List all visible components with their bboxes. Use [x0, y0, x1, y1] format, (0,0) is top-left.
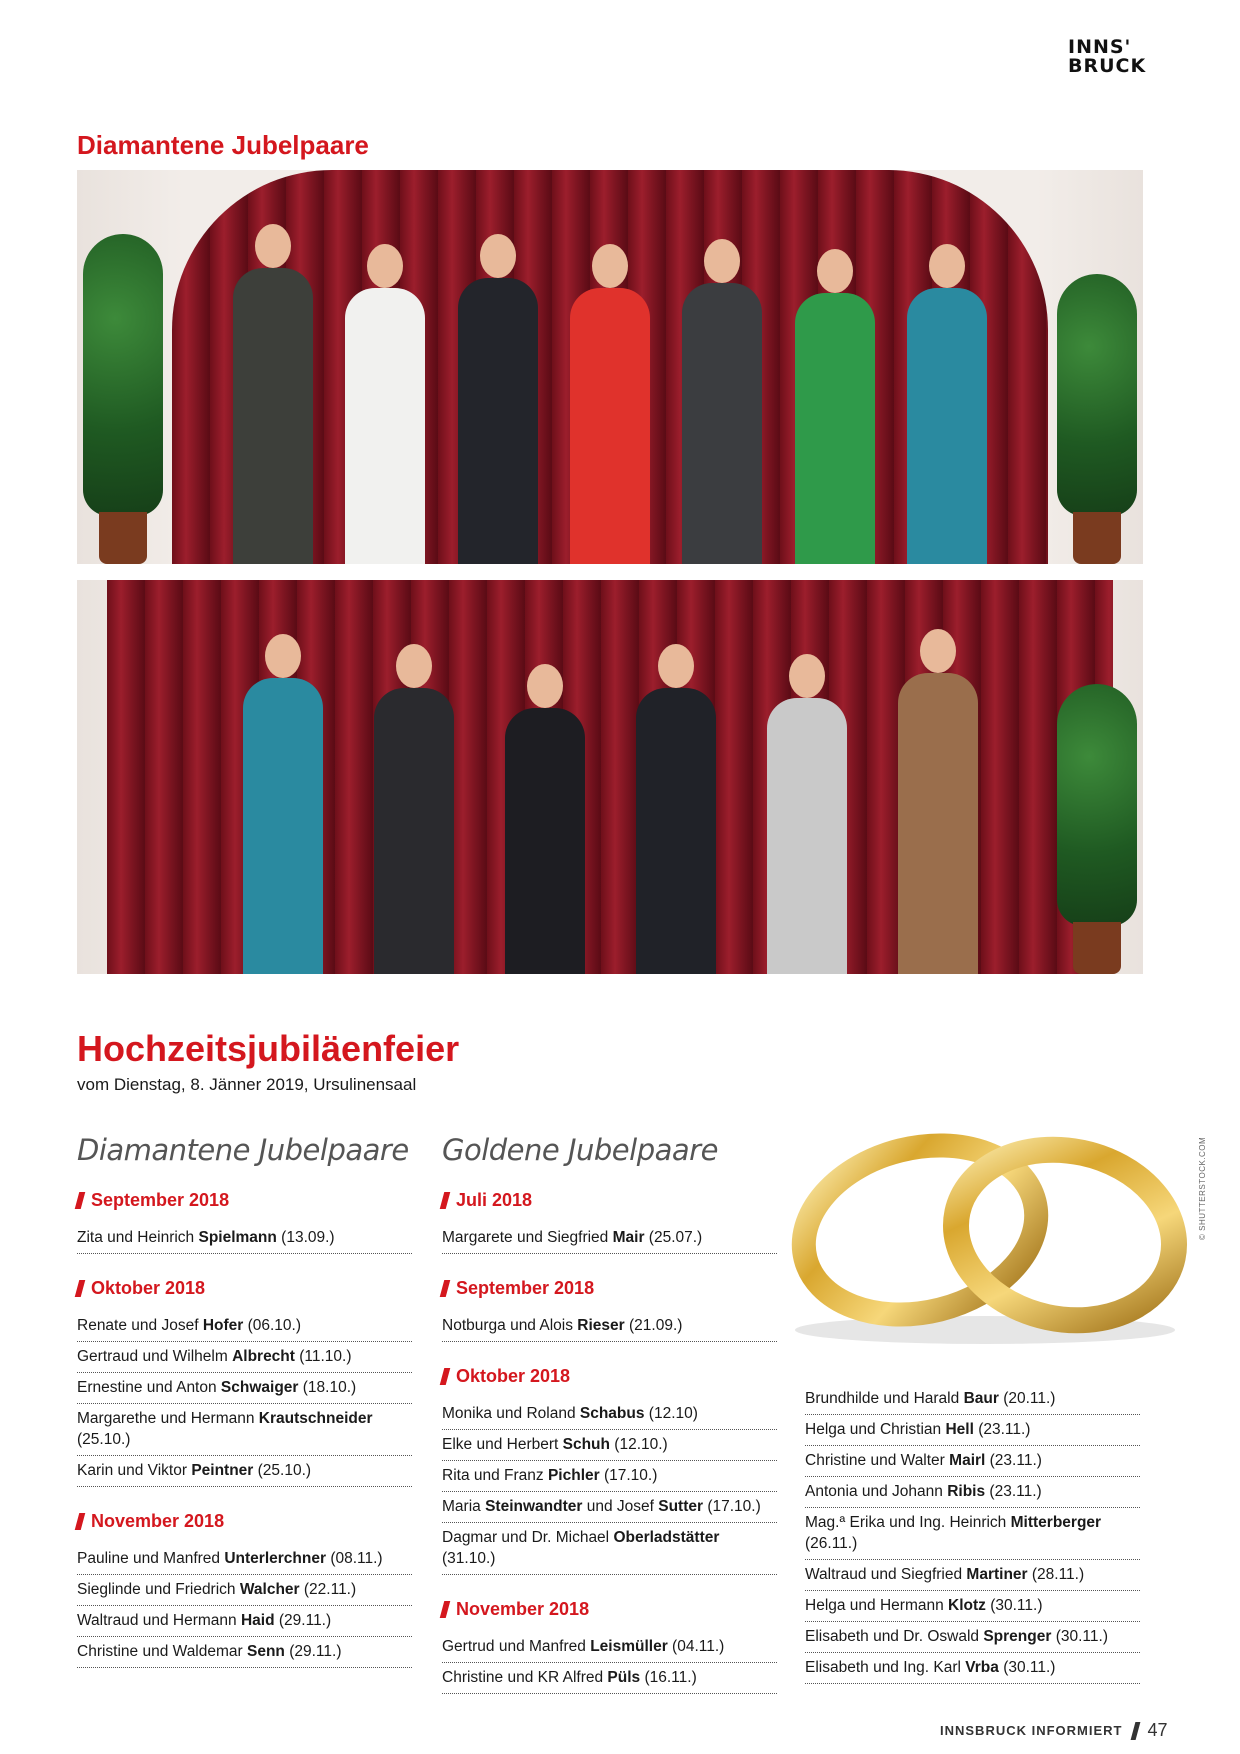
couple-entry — [442, 1461, 777, 1492]
page-title: Hochzeitsjubiläenfeier — [77, 1028, 460, 1069]
couple-entry — [442, 1632, 777, 1663]
couple-surname: Klotz — [948, 1597, 986, 1614]
month-group — [442, 1599, 777, 1694]
couple-text: (22.11.) — [299, 1581, 357, 1598]
month-heading — [442, 1190, 777, 1211]
couple-entry — [77, 1637, 412, 1668]
event-subtitle: vom Dienstag, 8. Jänner 2019, Ursulinensaal — [77, 1075, 417, 1094]
slash-mark — [440, 1368, 451, 1385]
couple-entry — [442, 1492, 777, 1523]
potted-plant — [1051, 274, 1143, 564]
month-group — [442, 1190, 777, 1254]
couple-text: Monika und Roland — [442, 1405, 580, 1422]
image-credit: © SHUTTERSTOCK.COM — [1198, 1136, 1207, 1240]
couple-text: (11.10.) — [294, 1348, 352, 1365]
page-footer — [940, 1720, 1168, 1741]
couple-surname: Pichler — [547, 1467, 600, 1484]
couple-surname: Ribis — [947, 1483, 986, 1500]
golden-couples-list — [442, 1190, 777, 1718]
slash-mark — [75, 1280, 86, 1297]
slash-mark — [440, 1192, 451, 1209]
logo-line-2: BRUCK — [1068, 55, 1147, 77]
couple-surname: Rieser — [577, 1317, 625, 1334]
couple-entry — [805, 1622, 1140, 1653]
couple-text: (16.11.) — [640, 1669, 697, 1686]
couple-surname: Baur — [963, 1390, 999, 1407]
slash-mark — [1130, 1722, 1140, 1740]
couple-surname: Haid — [240, 1612, 275, 1629]
month-label: Juli 2018 — [456, 1190, 533, 1210]
page-number: 47 — [1147, 1720, 1168, 1740]
couple-surname: Steinwandter — [485, 1498, 583, 1515]
couple-surname: Unterlerchner — [224, 1550, 327, 1567]
month-heading — [442, 1278, 777, 1299]
couple-entry — [805, 1446, 1140, 1477]
couple-text: (23.11.) — [985, 1452, 1042, 1469]
couple-surname: Mairl — [949, 1452, 986, 1469]
couple-text: (20.11.) — [998, 1390, 1056, 1407]
month-group — [77, 1511, 412, 1668]
innsbruck-logo — [1068, 38, 1168, 76]
couple-entry — [442, 1523, 777, 1575]
photos-section-label: Diamantene Jubelpaare — [77, 130, 369, 160]
couple-text: Mag.ª Erika und Ing. Heinrich — [805, 1514, 1011, 1531]
couple-text: (17.10.) — [703, 1498, 761, 1515]
month-group — [442, 1366, 777, 1575]
couple-text: Karin und Viktor — [77, 1462, 192, 1479]
couple-surname: Sutter — [658, 1498, 704, 1515]
couple-entry — [77, 1606, 412, 1637]
couple-surname: Schwaiger — [220, 1379, 299, 1396]
couple-entry — [77, 1575, 412, 1606]
month-label: November 2018 — [91, 1511, 225, 1531]
month-heading — [442, 1599, 777, 1620]
couple-text: Dagmar und Dr. Michael — [442, 1529, 614, 1546]
couple-text: (18.10.) — [298, 1379, 357, 1396]
diamond-column-heading: Diamantene Jubelpaare — [77, 1133, 409, 1167]
couple-entry — [805, 1384, 1140, 1415]
month-group — [77, 1278, 412, 1487]
couple-text: Christine und Waldemar — [77, 1643, 247, 1660]
couple-text: Zita und Heinrich — [77, 1229, 199, 1246]
couple-surname: Oberladstätter — [613, 1529, 720, 1546]
couple-surname: Hofer — [202, 1317, 244, 1334]
golden-couples-list-continued — [805, 1384, 1140, 1684]
month-heading — [77, 1511, 412, 1532]
potted-plant — [1051, 684, 1143, 974]
couple-text: (30.11.) — [1051, 1628, 1108, 1645]
couple-surname: Schabus — [579, 1405, 645, 1422]
logo-line-1: INNS' — [1068, 36, 1132, 58]
couple-surname: Spielmann — [198, 1229, 277, 1246]
couple-text: und Josef — [582, 1498, 659, 1515]
couple-text: Brundhilde und Harald — [805, 1390, 964, 1407]
month-heading — [77, 1278, 412, 1299]
couple-surname: Walcher — [239, 1581, 300, 1598]
month-label: Oktober 2018 — [456, 1366, 571, 1386]
people-group — [217, 614, 1003, 974]
slash-mark — [440, 1601, 451, 1618]
couple-surname: Sprenger — [983, 1628, 1052, 1645]
golden-column-heading: Goldene Jubelpaare — [442, 1133, 718, 1167]
couple-entry — [77, 1373, 412, 1404]
couple-surname: Mair — [612, 1229, 645, 1246]
couple-text: (08.11.) — [326, 1550, 383, 1567]
couple-entry — [805, 1591, 1140, 1622]
couple-text: (29.11.) — [274, 1612, 332, 1629]
couple-entry — [77, 1342, 412, 1373]
couple-text: Maria — [442, 1498, 486, 1515]
couple-text: Renate und Josef — [77, 1317, 203, 1334]
couple-text: Waltraud und Hermann — [77, 1612, 241, 1629]
couple-text: Rita und Franz — [442, 1467, 548, 1484]
couple-entry — [805, 1653, 1140, 1684]
couple-entry — [77, 1544, 412, 1575]
couple-text: Elisabeth und Ing. Karl — [805, 1659, 966, 1676]
couple-entry — [442, 1430, 777, 1461]
couple-surname: Hell — [945, 1421, 974, 1438]
month-label: September 2018 — [456, 1278, 595, 1298]
couple-entry — [805, 1560, 1140, 1591]
group-photo-2 — [77, 580, 1143, 974]
people-group — [217, 204, 1003, 564]
month-label: September 2018 — [91, 1190, 230, 1210]
gold-rings-image — [780, 1120, 1200, 1350]
couple-text: (23.11.) — [973, 1421, 1031, 1438]
couple-text: Waltraud und Siegfried — [805, 1566, 967, 1583]
couple-entry — [77, 1456, 412, 1487]
couple-text: Ernestine und Anton — [77, 1379, 221, 1396]
couple-text: (25.07.) — [644, 1229, 703, 1246]
couple-surname: Peintner — [191, 1462, 254, 1479]
month-heading — [442, 1366, 777, 1387]
couple-surname: Senn — [247, 1643, 285, 1660]
couple-surname: Püls — [607, 1669, 641, 1686]
couple-text: Helga und Hermann — [805, 1597, 949, 1614]
couple-text: Helga und Christian — [805, 1421, 946, 1438]
couple-text: Margarethe und Hermann — [77, 1410, 259, 1427]
month-heading — [77, 1190, 412, 1211]
couple-text: Gertrud und Manfred — [442, 1638, 591, 1655]
couple-text: (29.11.) — [284, 1643, 342, 1660]
couple-text: (25.10.) — [77, 1431, 131, 1448]
month-label: Oktober 2018 — [91, 1278, 206, 1298]
couple-text: (30.11.) — [985, 1597, 1043, 1614]
couple-text: Christine und KR Alfred — [442, 1669, 608, 1686]
couple-text: (31.10.) — [442, 1550, 496, 1567]
couple-surname: Vrba — [965, 1659, 999, 1676]
couple-text: Margarete und Siegfried — [442, 1229, 613, 1246]
couple-text: (30.11.) — [998, 1659, 1056, 1676]
couple-text: (23.11.) — [985, 1483, 1042, 1500]
diamond-couples-list — [77, 1190, 412, 1692]
month-group — [442, 1278, 777, 1342]
couple-surname: Krautschneider — [258, 1410, 373, 1427]
couple-entry — [805, 1415, 1140, 1446]
couple-entry — [442, 1223, 777, 1254]
couple-surname: Martiner — [966, 1566, 1028, 1583]
slash-mark — [440, 1280, 451, 1297]
couple-entry — [805, 1477, 1140, 1508]
couple-surname: Mitterberger — [1010, 1514, 1102, 1531]
couple-entry — [77, 1311, 412, 1342]
group-photo-1 — [77, 170, 1143, 564]
couple-entry — [442, 1399, 777, 1430]
slash-mark — [75, 1513, 86, 1530]
couple-text: Gertraud und Wilhelm — [77, 1348, 233, 1365]
couple-surname: Leismüller — [590, 1638, 668, 1655]
couple-text: (26.11.) — [805, 1535, 858, 1552]
couple-entry — [77, 1404, 412, 1456]
potted-plant — [77, 234, 169, 564]
couple-text: (25.10.) — [253, 1462, 312, 1479]
month-label: November 2018 — [456, 1599, 590, 1619]
couple-entry — [805, 1508, 1140, 1560]
couple-entry — [77, 1223, 412, 1254]
slash-mark — [75, 1192, 86, 1209]
month-group — [77, 1190, 412, 1254]
couple-text: Pauline und Manfred — [77, 1550, 225, 1567]
couple-surname: Albrecht — [232, 1348, 295, 1365]
couple-surname: Schuh — [562, 1436, 610, 1453]
couple-text: (12.10.) — [610, 1436, 668, 1453]
couple-text: Sieglinde und Friedrich — [77, 1581, 240, 1598]
couple-text: (04.11.) — [667, 1638, 725, 1655]
couple-text: (12.10) — [644, 1405, 698, 1422]
couple-text: Antonia und Johann — [805, 1483, 948, 1500]
couple-entry — [442, 1663, 777, 1694]
couple-text: Elke und Herbert — [442, 1436, 563, 1453]
couple-text: Elisabeth und Dr. Oswald — [805, 1628, 984, 1645]
couple-text: (13.09.) — [276, 1229, 335, 1246]
couple-entry — [442, 1311, 777, 1342]
couple-text: Christine und Walter — [805, 1452, 950, 1469]
couple-text: (06.10.) — [243, 1317, 302, 1334]
couple-text: Notburga und Alois — [442, 1317, 578, 1334]
couple-text: (28.11.) — [1027, 1566, 1085, 1583]
couple-text: (21.09.) — [624, 1317, 683, 1334]
publication-name: INNSBRUCK INFORMIERT — [940, 1723, 1123, 1738]
couple-text: (17.10.) — [599, 1467, 658, 1484]
